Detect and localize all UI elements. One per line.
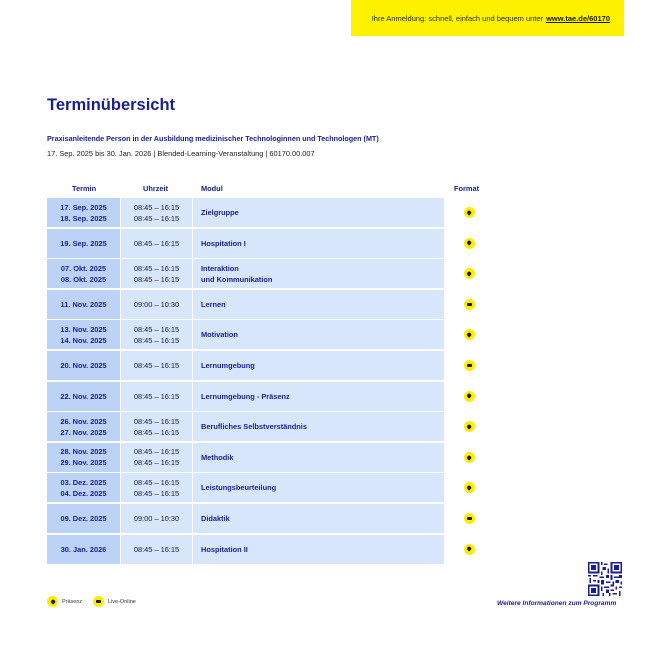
table-row [47, 443, 493, 473]
time-cell [121, 320, 192, 349]
cell-line: Leistungsbeurteilung [201, 483, 277, 493]
cell-line: 08:45 – 16:15 [133, 202, 180, 212]
cell-line: 08:45 – 16:15 [133, 427, 180, 437]
cell-line: Interaktion [201, 263, 239, 273]
cell-line: Lernumgebung [201, 361, 255, 370]
cell-line: Methodik [201, 452, 234, 462]
module-cell [193, 473, 444, 502]
cell-line: 08:45 – 16:15 [133, 416, 180, 426]
cell-line: Lernen [201, 299, 226, 309]
cell-line: 04. Dez. 2025 [60, 488, 107, 498]
cell-line: und Kommunikation [201, 274, 273, 284]
time-cell [121, 259, 192, 288]
module-cell [193, 320, 444, 349]
cell-line: 13. Nov. 2025 [60, 324, 107, 334]
format-cell [445, 320, 493, 349]
table-row [47, 504, 493, 534]
cell-line: 08:45 – 16:15 [133, 361, 180, 370]
module-cell [193, 259, 444, 288]
cell-line: Zielgruppe [201, 208, 239, 217]
cell-line: 08:45 – 16:15 [133, 458, 180, 468]
legend-live-online [93, 596, 136, 607]
format-cell [445, 198, 493, 227]
cell-line: 29. Nov. 2025 [60, 458, 107, 468]
cell-line: 07. Okt. 2025 [60, 263, 107, 273]
cell-line: 08:45 – 16:15 [133, 324, 180, 334]
cell-line: 18. Sep. 2025 [60, 213, 107, 223]
page-title: Terminübersicht [47, 96, 176, 114]
table-row [47, 198, 493, 228]
cell-line: 08:45 – 16:15 [133, 274, 180, 284]
time-cell [121, 504, 192, 533]
cell-line: Hospitation I [201, 238, 246, 248]
time-cell [121, 382, 192, 411]
registration-banner [351, 0, 624, 36]
time-cell [121, 473, 192, 502]
qr-code-icon[interactable] [588, 562, 622, 596]
cell-line: Berufliches Selbstverständnis [201, 422, 307, 432]
cell-line: 08:45 – 16:15 [133, 488, 180, 498]
format-cell [445, 412, 493, 441]
video-camera-icon [93, 596, 104, 607]
cell-line: 30. Jan. 2026 [60, 544, 107, 554]
cell-line: 28. Nov. 2025 [60, 447, 107, 457]
legend-label: Live-Online [108, 598, 136, 605]
format-cell [445, 473, 493, 502]
table-row [47, 412, 493, 442]
date-cell [47, 320, 120, 349]
table-row [47, 535, 493, 565]
cell-line: Lernumgebung - Präsenz [201, 391, 290, 401]
date-cell [47, 259, 120, 288]
cell-line: 14. Nov. 2025 [60, 335, 107, 345]
module-cell [193, 382, 444, 411]
table-row [47, 229, 493, 259]
module-cell [193, 504, 444, 533]
date-cell [47, 535, 120, 564]
module-cell [193, 290, 444, 319]
time-cell [121, 412, 192, 441]
module-cell [193, 443, 444, 472]
module-cell [193, 198, 444, 227]
qr-caption: Weitere Informationen zum Programm [497, 600, 617, 607]
course-meta: 17. Sep. 2025 bis 30. Jan. 2026 | Blended-Learning-Veranstaltung | 60170.00.007 [47, 149, 315, 158]
cell-line: 27. Nov. 2025 [60, 427, 107, 437]
time-cell [121, 443, 192, 472]
cell-line: 09. Dez. 2025 [60, 514, 107, 523]
cell-line: 09:00 – 10:30 [133, 514, 180, 523]
format-cell [445, 504, 493, 533]
date-cell [47, 504, 120, 533]
table-row [47, 382, 493, 412]
format-cell [445, 290, 493, 319]
course-subtitle: Praxisanleitende Person in der Ausbildung medizinischer Technologinnen und Technologen (MT) [47, 134, 379, 143]
table-row [47, 259, 493, 289]
date-cell [47, 198, 120, 227]
format-cell [445, 535, 493, 564]
time-cell [121, 229, 192, 258]
table-row [47, 290, 493, 320]
cell-line: 08:45 – 16:15 [133, 213, 180, 223]
cell-line: 08:45 – 16:15 [133, 477, 180, 487]
module-cell [193, 229, 444, 258]
cell-line: Hospitation II [201, 544, 248, 554]
date-cell [47, 412, 120, 441]
module-cell [193, 412, 444, 441]
cell-line: 11. Nov. 2025 [60, 299, 107, 309]
legend-praesenz [47, 596, 82, 607]
table-row [47, 473, 493, 503]
date-cell [47, 290, 120, 319]
column-header-uhrzeit: Uhrzeit [143, 184, 169, 193]
cell-line: 08:45 – 16:15 [133, 447, 180, 457]
cell-line: 08. Okt. 2025 [60, 274, 107, 284]
date-cell [47, 351, 120, 380]
video-camera-icon [464, 513, 475, 524]
time-cell [121, 535, 192, 564]
module-cell [193, 535, 444, 564]
video-camera-icon [464, 360, 475, 371]
table-row [47, 351, 493, 381]
location-pin-icon [464, 207, 475, 218]
cell-line: 19. Sep. 2025 [60, 238, 107, 248]
cell-line: 26. Nov. 2025 [60, 416, 107, 426]
location-pin-icon [464, 268, 475, 279]
location-pin-icon [464, 329, 475, 340]
cell-line: 08:45 – 16:15 [133, 238, 180, 248]
format-cell [445, 351, 493, 380]
video-camera-icon [464, 299, 475, 310]
cell-line: 08:45 – 16:15 [133, 391, 180, 401]
time-cell [121, 351, 192, 380]
cell-line: Motivation [201, 330, 238, 340]
location-pin-icon [47, 596, 58, 607]
time-cell [121, 290, 192, 319]
date-cell [47, 382, 120, 411]
format-cell [445, 259, 493, 288]
column-header-modul: Modul [201, 184, 223, 193]
legend-label: Präsenz [62, 598, 83, 605]
cell-line: 20. Nov. 2025 [60, 361, 107, 370]
format-cell [445, 382, 493, 411]
table-row [47, 320, 493, 350]
format-cell [445, 229, 493, 258]
cell-line: 08:45 – 16:15 [133, 263, 180, 273]
cell-line: 09:00 – 10:30 [133, 299, 180, 309]
time-cell [121, 198, 192, 227]
location-pin-icon [464, 391, 475, 402]
cell-line: 17. Sep. 2025 [60, 202, 107, 212]
date-cell [47, 229, 120, 258]
column-header-format: Format [454, 184, 480, 193]
location-pin-icon [464, 452, 475, 463]
format-cell [445, 443, 493, 472]
column-header-termin: Termin [72, 184, 97, 193]
cell-line: 08:45 – 16:15 [133, 335, 180, 345]
location-pin-icon [464, 482, 475, 493]
location-pin-icon [464, 421, 475, 432]
module-cell [193, 351, 444, 380]
date-cell [47, 473, 120, 502]
cell-line: 22. Nov. 2025 [60, 391, 107, 401]
registration-link[interactable]: www.tae.de/60170 [546, 13, 610, 23]
date-cell [47, 443, 120, 472]
cell-line: 03. Dez. 2025 [60, 477, 107, 487]
banner-text: Ihre Anmeldung: schnell, einfach und bequem unter [371, 13, 544, 23]
location-pin-icon [464, 238, 475, 249]
location-pin-icon [464, 544, 475, 555]
cell-line: Didaktik [201, 514, 230, 523]
cell-line: 08:45 – 16:15 [133, 544, 180, 554]
